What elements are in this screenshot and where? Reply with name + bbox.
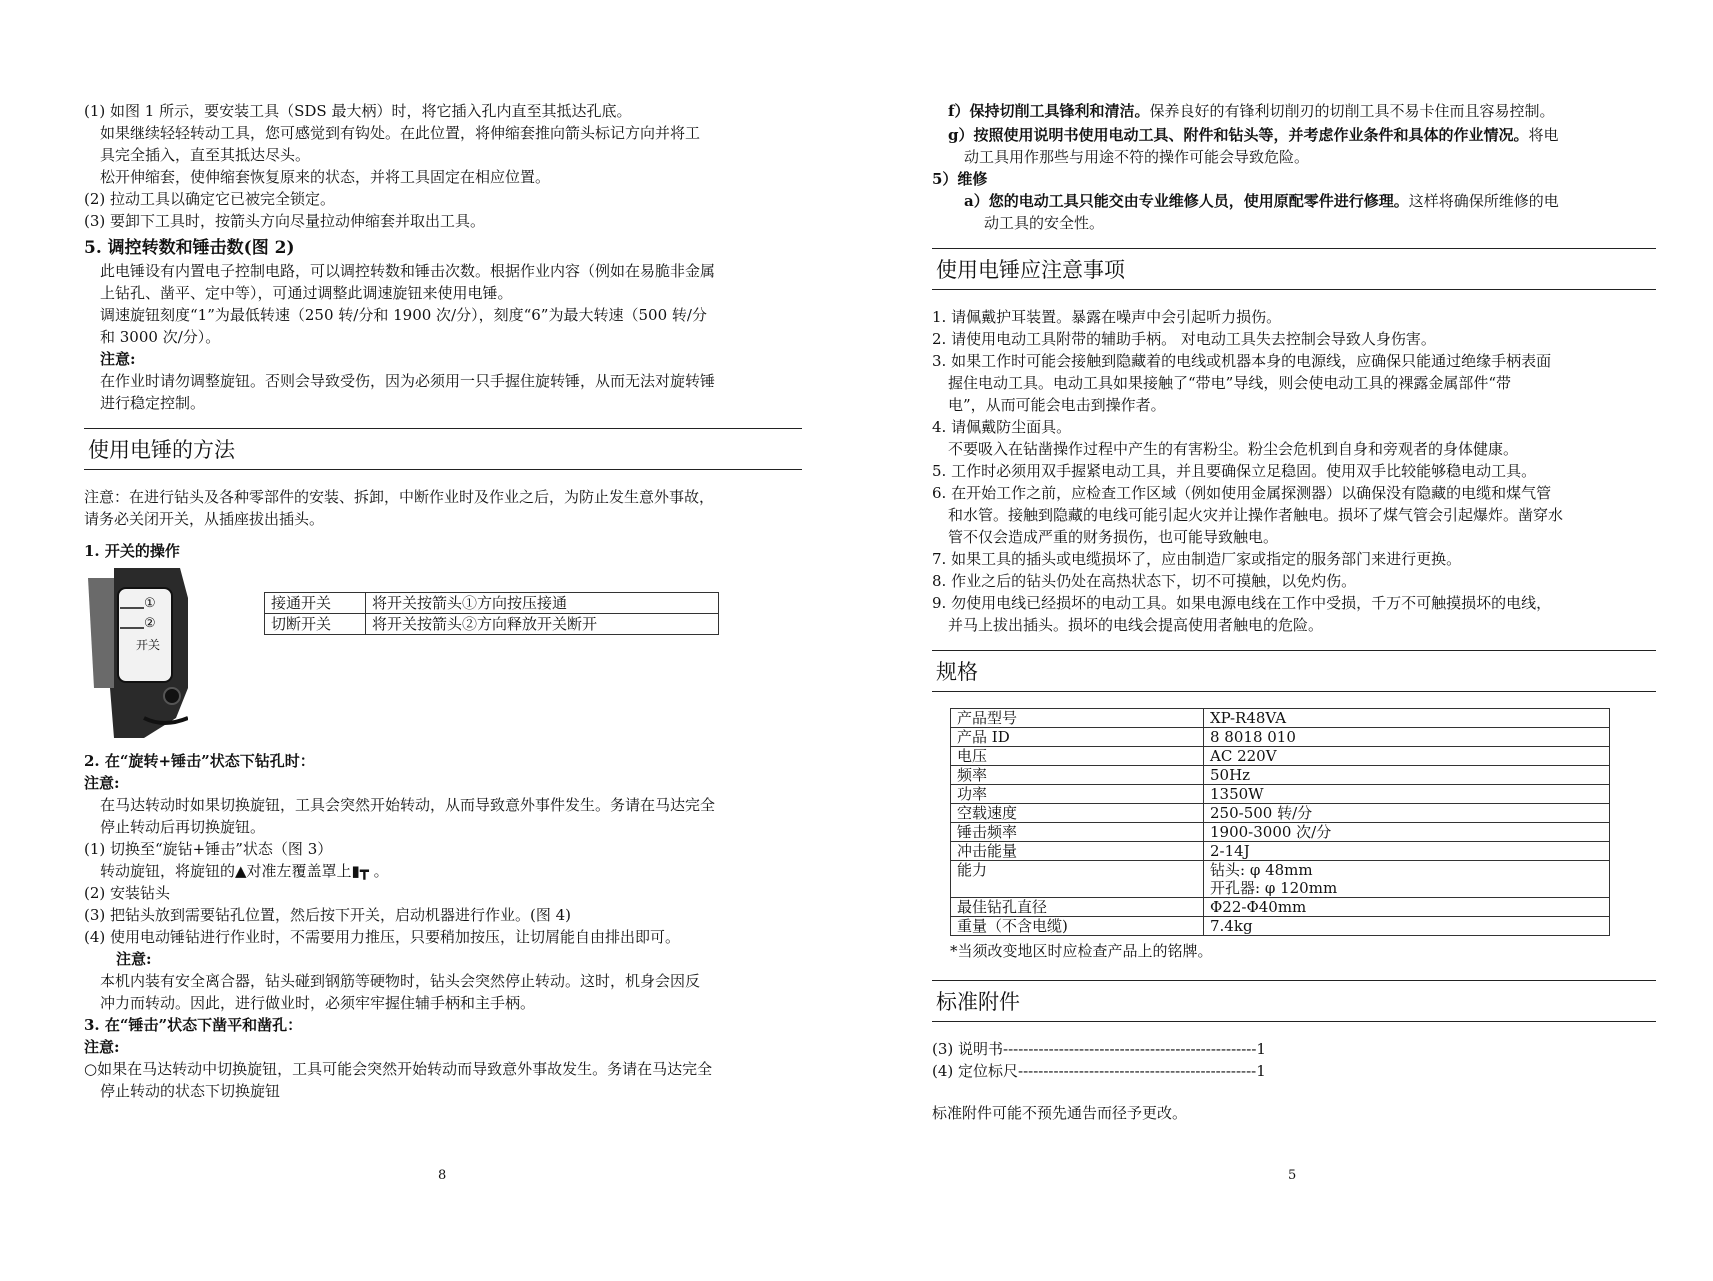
maintenance-heading: 5）维修 (932, 170, 988, 188)
item-g-text-2: 动工具用作那些与用途不符的操作可能会导致危险。 (964, 148, 1310, 166)
page-number-left: 8 (438, 1168, 447, 1183)
section-title-accessories: 标准附件 (932, 980, 1656, 1022)
note-8: 8. 作业之后的钻头仍处在高热状态下，切不可摸触，以免灼伤。 (932, 572, 1357, 590)
rotary-step-2: (2) 安装钻头 (84, 884, 171, 902)
table-row (951, 898, 1610, 917)
table-cell: 能力 (951, 861, 1204, 898)
table-cell: 50Hz (1204, 766, 1610, 785)
method-warning-a: 注意：在进行钻头及各种零部件的安装、拆卸，中断作业时及作业之后，为防止发生意外事故， (84, 488, 715, 506)
accessory-note: 标准附件可能不预先通告而径予更改。 (932, 1104, 1188, 1122)
table-row (265, 614, 719, 635)
table-cell: 产品 ID (951, 728, 1204, 747)
item-g-text: 将电 (1528, 126, 1559, 144)
hammer-note-label: 注意: (84, 1038, 120, 1056)
table-row (951, 804, 1610, 823)
install-step-3: (3) 要卸下工具时，按箭头方向尽量拉动伸缩套并取出工具。 (84, 212, 486, 230)
speed-para-c: 调速旋钮刻度“1”为最低转速（250 转/分和 1900 次/分），刻度“6”为最大转速（500 转/分 (100, 306, 707, 324)
table-cell: Φ22-Φ40mm (1204, 898, 1610, 917)
heading-speed-control: 5. 调控转数和锤击数(图 2) (84, 238, 295, 258)
note-7: 7. 如果工具的插头或电缆损坏了，应由制造厂家或指定的服务部门来进行更换。 (932, 550, 1462, 568)
table-cell: 接通开关 (265, 593, 366, 614)
table-cell: 产品型号 (951, 709, 1204, 728)
rotary-step-4: (4) 使用电动锤钻进行作业时，不需要用力推压，只要稍加按压，让切屑能自由排出即可。 (84, 928, 681, 946)
method-warning-b: 请务必关闭开关，从插座拔出插头。 (84, 510, 325, 528)
switch-table (264, 592, 719, 635)
rotary-step-1: (1) 切换至“旋钻+锤击”状态（图 3） (84, 840, 333, 858)
table-cell: 250-500 转/分 (1204, 804, 1610, 823)
item-a-text-2: 动工具的安全性。 (984, 214, 1105, 232)
table-cell: XP-R48VA (1204, 709, 1610, 728)
section-title-notes: 使用电锤应注意事项 (932, 248, 1656, 290)
right-column (932, 100, 1656, 1124)
table-cell: 将开关按箭头①方向按压接通 (366, 593, 719, 614)
table-cell: AC 220V (1204, 747, 1610, 766)
page-number-right: 5 (1288, 1168, 1297, 1183)
table-row (951, 766, 1610, 785)
note-6a: 6. 在开始工作之前，应检查工作区域（例如使用金属探测器）以确保没有隐藏的电缆和煤气管 (932, 484, 1552, 502)
rotary-note2-b: 冲力而转动。因此，进行做业时，必须牢牢握住辅手柄和主手柄。 (100, 994, 536, 1012)
table-cell: 功率 (951, 785, 1204, 804)
note-4a: 4. 请佩戴防尘面具。 (932, 418, 1072, 436)
table-cell: 7.4kg (1204, 917, 1610, 936)
table-row (265, 593, 719, 614)
table-row (951, 785, 1610, 804)
install-step-1: (1) 如图 1 所示，要安装工具（SDS 最大柄）时，将它插入孔内直至其抵达孔底。 (84, 102, 632, 120)
table-cell: 2-14J (1204, 842, 1610, 861)
drill-handle-icon (84, 568, 188, 738)
table-cell: 电压 (951, 747, 1204, 766)
table-cell: 将开关按箭头②方向释放开关断开 (366, 614, 719, 635)
speed-note-label: 注意: (100, 350, 136, 368)
note-6b: 和水管。接触到隐藏的电线可能引起火灾并让操作者触电。损坏了煤气管会引起爆炸。凿穿水 (948, 506, 1564, 524)
left-page (0, 0, 856, 1281)
table-cell: 最佳钻孔直径 (951, 898, 1204, 917)
speed-note-b: 进行稳定控制。 (100, 394, 206, 412)
hammer-note-b: 停止转动的状态下切换旋钮 (100, 1082, 281, 1100)
table-row (951, 917, 1610, 936)
rotary-step-3: (3) 把钻头放到需要钻孔位置，然后按下开关，启动机器进行作业。(图 4) (84, 906, 572, 924)
install-step-1-detail-b: 具完全插入，直至其抵达尽头。 (100, 146, 311, 164)
heading-hammer-mode: 3. 在“锤击”状态下凿平和凿孔： (84, 1016, 303, 1034)
note-5: 5. 工作时必须用双手握紧电动工具，并且要确保立足稳固。使用双手比较能够稳电动工具。 (932, 462, 1537, 480)
table-row (951, 823, 1610, 842)
section-title-method: 使用电锤的方法 (84, 428, 802, 470)
note-9a: 9. 勿使用电线已经损坏的电动工具。如果电源电线在工作中受损，千万不可触摸损坏的电线， (932, 594, 1552, 612)
rotary-note-a: 在马达转动时如果切换旋钮，工具会突然开始转动，从而导致意外事件发生。务请在马达完全 (100, 796, 716, 814)
item-a-text: 这样将确保所维修的电 (1408, 192, 1559, 210)
table-row (951, 709, 1610, 728)
note-3b: 握住电动工具。电动工具如果接触了“带电”导线，则会使电动工具的裸露金属部件“带 (948, 374, 1512, 392)
item-g-bold: g）按照使用说明书使用电动工具、附件和钻头等，并考虑作业条件和具体的作业情况。 (948, 126, 1529, 144)
note-6c: 管不仅会造成严重的财务损伤，也可能导致触电。 (948, 528, 1279, 546)
speed-para-d: 和 3000 次/分）。 (100, 328, 221, 346)
note-3a: 3. 如果工作时可能会接触到隐藏着的电线或机器本身的电源线，应确保只能通过绝缘手柄表面 (932, 352, 1552, 370)
table-row (951, 842, 1610, 861)
table-row (951, 861, 1610, 880)
install-step-1-detail-c: 松开伸缩套，使伸缩套恢复原来的状态，并将工具固定在相应位置。 (100, 168, 551, 186)
table-cell: 切断开关 (265, 614, 366, 635)
table-row (951, 747, 1610, 766)
rotary-note-label: 注意: (84, 774, 120, 792)
heading-rotary-hammer: 2. 在“旋转+锤击”状态下钻孔时： (84, 752, 315, 770)
table-cell: 1350W (1204, 785, 1610, 804)
item-a-bold: a）您的电动工具只能交由专业维修人员，使用原配零件进行修理。 (964, 192, 1409, 210)
speed-note-a: 在作业时请勿调整旋钮。否则会导致受伤，因为必须用一只手握住旋转锤，从而无法对旋转锤 (100, 372, 716, 390)
table-cell: 重量（不含电缆) (951, 917, 1204, 936)
item-f-text: 保养良好的有锋利切削刃的切削工具不易卡住而且容易控制。 (1149, 102, 1555, 120)
right-page (856, 0, 1713, 1281)
note-3c: 电”，从而可能会电击到操作者。 (948, 396, 1166, 414)
rotary-note-b: 停止转动后再切换旋钮。 (100, 818, 266, 836)
table-cell: 1900-3000 次/分 (1204, 823, 1610, 842)
accessory-1: (3) 说明书--------------------------------------------------1 (932, 1040, 1266, 1058)
note-2: 2. 请使用电动工具附带的辅助手柄。 对电动工具失去控制会导致人身伤害。 (932, 330, 1436, 348)
speed-para-b: 上钻孔、凿平、定中等），可通过调整此调速旋钮来使用电锤。 (100, 284, 513, 302)
switch-figure-row (84, 568, 802, 738)
fig-arrow-1-label: ① (144, 596, 156, 611)
table-cell: 频率 (951, 766, 1204, 785)
heading-switch-operation: 1. 开关的操作 (84, 542, 180, 560)
note-4b: 不要吸入在钻凿操作过程中产生的有害粉尘。粉尘会危机到自身和旁观者的身体健康。 (948, 440, 1519, 458)
table-cell: 空载速度 (951, 804, 1204, 823)
section-title-spec: 规格 (932, 650, 1656, 692)
install-step-1-detail-a: 如果继续轻轻转动工具，您可感觉到有钩处。在此位置，将伸缩套推向箭头标记方向并将工 (100, 124, 701, 142)
note-9b: 并马上拔出插头。损坏的电线会提高使用者触电的危险。 (948, 616, 1324, 634)
note-1: 1. 请佩戴护耳装置。暴露在噪声中会引起听力损伤。 (932, 308, 1282, 326)
speed-para-a: 此电锤设有内置电子控制电路，可以调控转数和锤击次数。根据作业内容（例如在易脆非金属 (100, 262, 716, 280)
item-f-bold: f）保持切削工具锋利和清洁。 (948, 102, 1150, 120)
fig-arrow-2-label: ② (144, 616, 156, 631)
rotary-note2-label: 注意: (116, 950, 152, 968)
table-cell: 开孔器: φ 120mm (1204, 879, 1610, 898)
table-cell: 冲击能量 (951, 842, 1204, 861)
rotary-step-1-detail: 转动旋钮，将旋钮的▲对准左覆盖罩上▮┳ 。 (100, 862, 389, 880)
fig-switch-label: 开关 (136, 638, 161, 652)
accessory-2: (4) 定位标尺-----------------------------------------------1 (932, 1062, 1266, 1080)
table-row (951, 728, 1610, 747)
table-cell: 锤击频率 (951, 823, 1204, 842)
hammer-note-a: ○如果在马达转动中切换旋钮，工具可能会突然开始转动而导致意外事故发生。务请在马达完全 (84, 1060, 713, 1078)
table-cell: 8 8018 010 (1204, 728, 1610, 747)
install-step-2: (2) 拉动工具以确定它已被完全锁定。 (84, 190, 336, 208)
rotary-note2-a: 本机内装有安全离合器，钻头碰到钢筋等硬物时，钻头会突然停止转动。这时，机身会因反 (100, 972, 701, 990)
table-cell: 钻头: φ 48mm (1204, 861, 1610, 880)
left-column (84, 100, 802, 1102)
drill-handle-figure (84, 568, 188, 738)
spec-table (950, 708, 1610, 936)
spec-footnote: *当须改变地区时应检查产品上的铭牌。 (950, 942, 1213, 960)
